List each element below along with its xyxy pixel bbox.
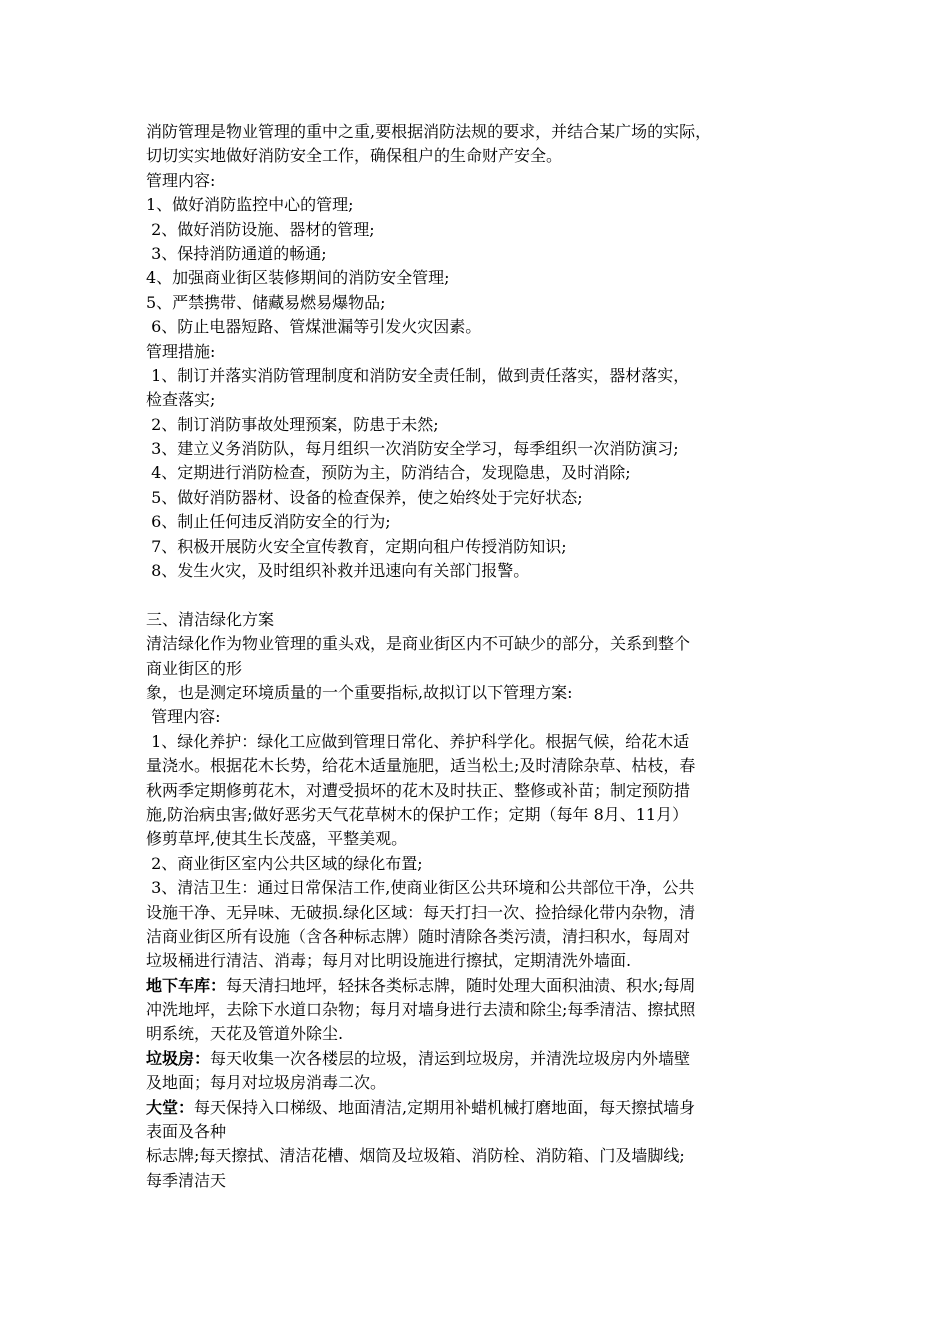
list-item-continuation: 垃圾桶进行清洁、消毒；每月对比明设施进行擦拭，定期清洗外墙面. xyxy=(146,951,632,971)
list-item: 3、建立义务消防队，每月组织一次消防安全学习，每季组织一次消防演习; xyxy=(146,439,679,459)
paragraph-line: 每季清洁天 xyxy=(146,1170,227,1190)
list-item: 5、严禁携带、储藏易燃易爆物品; xyxy=(146,292,386,312)
paragraph-line: 清洁绿化作为物业管理的重头戏，是商业街区内不可缺少的部分，关系到整个 xyxy=(146,634,691,654)
list-item: 3、保持消防通道的畅通; xyxy=(146,243,327,263)
list-item: 2、制订消防事故处理预案，防患于未然; xyxy=(146,414,439,434)
list-item-continuation: 施,防治病虫害;做好恶劣天气花草树木的保护工作；定期（每年 8月、11月） xyxy=(146,804,689,824)
paragraph-line: 切切实实地做好消防安全工作，确保租户的生命财产安全。 xyxy=(146,146,563,166)
list-item-continuation: 检查落实; xyxy=(146,390,216,410)
paragraph-line: 明系统，天花及管道外除尘. xyxy=(146,1024,344,1044)
list-item: 3、清洁卫生：通过日常保洁工作,使商业街区公共环境和公共部位干净，公共 xyxy=(146,878,695,898)
list-item-continuation: 修剪草坪,使其生长茂盛，平整美观。 xyxy=(146,829,408,849)
chapter-heading: 三、清洁绿化方案 xyxy=(146,609,275,629)
list-item-continuation: 量浇水。根据花木长势，给花木适量施肥，适当松土;及时清除杂草、枯枝，春 xyxy=(146,756,696,776)
paragraph-line: 商业街区的形 xyxy=(146,658,243,678)
list-item: 5、做好消防器材、设备的检查保养，使之始终处于完好状态; xyxy=(146,487,583,507)
paragraph-line: 象，也是测定环境质量的一个重要指标,故拟订以下管理方案: xyxy=(146,682,573,702)
list-item-continuation: 洁商业街区所有设施（含各种标志牌）随时清除各类污渍，清扫积水，每周对 xyxy=(146,926,691,946)
document-page xyxy=(146,120,826,1193)
list-item: 2、做好消防设施、器材的管理; xyxy=(146,219,375,239)
paragraph-line: 及地面；每月对垃圾房消毒二次。 xyxy=(146,1073,387,1093)
area-label: 地下车库： xyxy=(146,975,227,995)
section-heading: 管理内容: xyxy=(146,707,221,727)
list-item: 4、加强商业街区装修期间的消防安全管理; xyxy=(146,268,450,288)
list-item: 6、防止电器短路、管煤泄漏等引发火灾因素。 xyxy=(146,317,482,337)
area-paragraph-line: 地下车库：每天清扫地坪，轻抹各类标志牌，随时处理大面积油渍、积水;每周 xyxy=(146,975,696,995)
area-paragraph-line: 大堂：每天保持入口梯级、地面清洁,定期用补蜡机械打磨地面，每天擦拭墙身 xyxy=(146,1097,696,1117)
list-item: 4、定期进行消防检查，预防为主，防消结合，发现隐患，及时消除; xyxy=(146,463,631,483)
section-heading: 管理措施: xyxy=(146,341,216,361)
list-item: 6、制止任何违反消防安全的行为; xyxy=(146,512,391,532)
list-item: 1、做好消防监控中心的管理; xyxy=(146,195,354,215)
paragraph-line: 标志牌;每天擦拭、清洁花槽、烟筒及垃圾箱、消防栓、消防箱、门及墙脚线; xyxy=(146,1146,685,1166)
area-paragraph-line: 垃圾房：每天收集一次各楼层的垃圾，清运到垃圾房，并清洗垃圾房内外墙壁 xyxy=(146,1048,691,1068)
area-label: 垃圾房： xyxy=(146,1048,211,1068)
list-item: 8、发生火灾，及时组织补救并迅速向有关部门报警。 xyxy=(146,561,530,581)
list-item: 1、绿化养护：绿化工应做到管理日常化、养护科学化。根据气候，给花木适 xyxy=(146,731,690,751)
paragraph-line: 冲洗地坪，去除下水道口杂物；每月对墙身进行去渍和除尘;每季清洁、擦拭照 xyxy=(146,1000,696,1020)
area-label: 大堂： xyxy=(146,1097,195,1117)
list-item: 1、制订并落实消防管理制度和消防安全责任制，做到责任落实，器材落实， xyxy=(146,365,690,385)
paragraph-line: 表面及各种 xyxy=(146,1122,227,1142)
blank-line xyxy=(146,583,826,607)
list-item: 2、商业街区室内公共区域的绿化布置; xyxy=(146,853,423,873)
paragraph-line: 消防管理是物业管理的重中之重,要根据消防法规的要求，并结合某广场的实际， xyxy=(146,122,712,141)
list-item: 7、积极开展防火安全宣传教育，定期向租户传授消防知识; xyxy=(146,536,567,556)
list-item-continuation: 设施干净、无异味、无破损.绿化区域：每天打扫一次、捡拾绿化带内杂物，清 xyxy=(146,902,696,922)
section-heading: 管理内容: xyxy=(146,170,216,190)
list-item-continuation: 秋两季定期修剪花木，对遭受损坏的花木及时扶正、整修或补苗；制定预防措 xyxy=(146,780,691,800)
